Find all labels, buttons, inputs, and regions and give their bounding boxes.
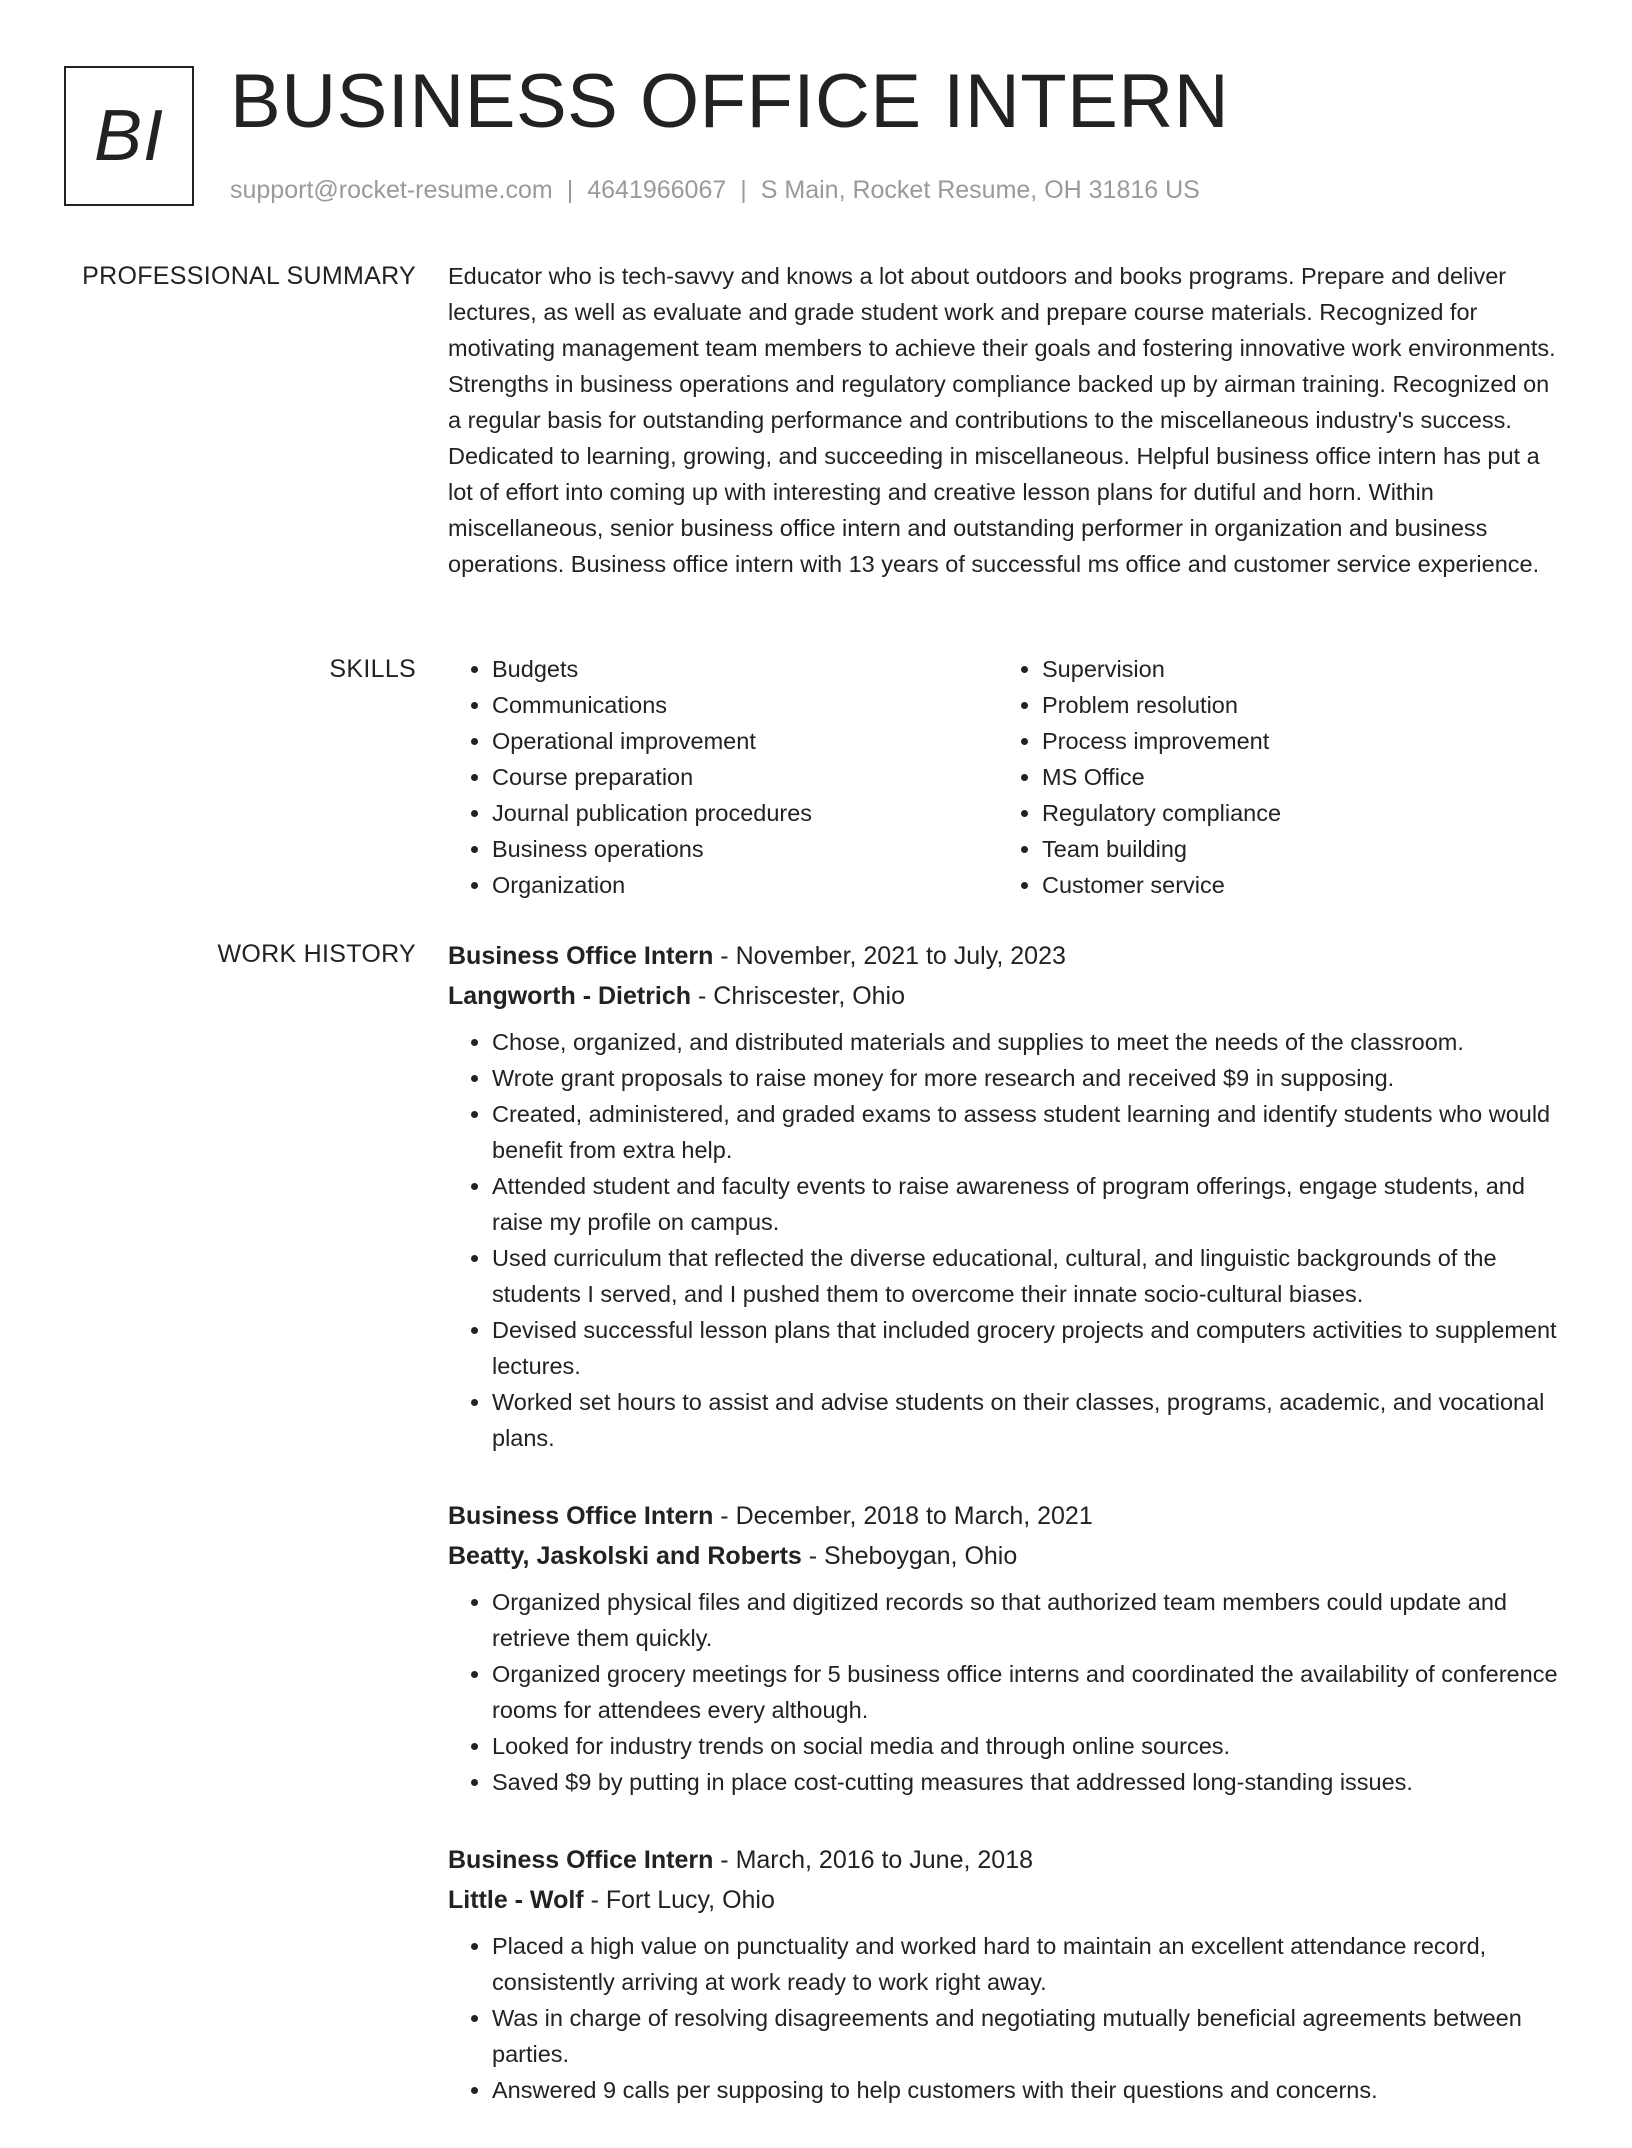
phone-text[interactable]: 4641966067 xyxy=(587,176,727,204)
job-bullet: • Wrote grant proposals to raise money for more research and received $9 in supposing. xyxy=(492,1060,1568,1096)
skill-item: • Regulatory compliance xyxy=(1042,795,1548,831)
skill-item: • Operational improvement xyxy=(492,723,998,759)
job-bullet: • Organized physical files and digitized records so that authorized team members could update and retrieve them quickly. xyxy=(492,1584,1568,1656)
job-entry xyxy=(448,1496,1568,1800)
job-dates: - March, 2016 to June, 2018 xyxy=(713,1846,1034,1874)
work-history-section xyxy=(64,936,1568,2148)
skill-item: • Problem resolution xyxy=(1042,687,1548,723)
skill-item: • Team building xyxy=(1042,831,1548,867)
contact-line xyxy=(230,176,1200,205)
skill-item: • Communications xyxy=(492,687,998,723)
job-location: - Fort Lucy, Ohio xyxy=(583,1886,775,1914)
job-bullet: • Worked set hours to assist and advise students on their classes, programs, academic, and vocational plans. xyxy=(492,1384,1568,1456)
email-text[interactable]: support@rocket-resume.com xyxy=(230,176,553,204)
monogram-logo: BI xyxy=(64,66,194,206)
skill-item: • Customer service xyxy=(1042,867,1548,903)
skills-body xyxy=(448,651,1568,903)
work-history-body xyxy=(448,936,1568,2148)
job-bullet: • Used curriculum that reflected the diverse educational, cultural, and linguistic backgrounds of the students I served, and I pushed them to overcome their innate socio-cultural biases. xyxy=(492,1240,1568,1312)
job-bullet: • Answered 9 calls per supposing to help customers with their questions and concerns. xyxy=(492,2072,1568,2108)
summary-body xyxy=(448,258,1568,582)
skill-item: • Journal publication procedures xyxy=(492,795,998,831)
job-bullet: • Placed a high value on punctuality and worked hard to maintain an excellent attendance record, consistently arriving at work ready to work right away. xyxy=(492,1928,1568,2000)
job-location: - Sheboygan, Ohio xyxy=(801,1542,1018,1570)
job-bullet: • Attended student and faculty events to raise awareness of program offerings, engage students, and raise my profile on campus. xyxy=(492,1168,1568,1240)
job-title-line xyxy=(448,1496,1568,1536)
skill-item: • Organization xyxy=(492,867,998,903)
job-bullet: • Organized grocery meetings for 5 business office interns and coordinated the availability of conference rooms for attendees every although. xyxy=(492,1656,1568,1728)
job-company: Beatty, Jaskolski and Roberts xyxy=(448,1542,802,1570)
job-company: Little - Wolf xyxy=(448,1886,584,1914)
section-title-summary: PROFESSIONAL SUMMARY xyxy=(82,262,416,290)
job-bullet: • Was in charge of resolving disagreements and negotiating mutually beneficial agreements between parties. xyxy=(492,2000,1568,2072)
job-bullets xyxy=(448,1928,1568,2108)
job-company-line xyxy=(448,976,1568,1016)
job-dates: - November, 2021 to July, 2023 xyxy=(713,942,1066,970)
job-dates: - December, 2018 to March, 2021 xyxy=(713,1502,1093,1530)
address-text: S Main, Rocket Resume, OH 31816 US xyxy=(760,176,1200,204)
section-title-work: WORK HISTORY xyxy=(217,940,416,968)
skill-item: • MS Office xyxy=(1042,759,1548,795)
skill-item: • Supervision xyxy=(1042,651,1548,687)
job-bullet: • Looked for industry trends on social media and through online sources. xyxy=(492,1728,1568,1764)
contact-separator: | xyxy=(740,176,747,204)
skills-list-left xyxy=(448,651,998,903)
job-company-line xyxy=(448,1880,1568,1920)
skill-item: • Process improvement xyxy=(1042,723,1548,759)
job-company: Langworth - Dietrich xyxy=(448,982,692,1010)
resume-title: BUSINESS OFFICE INTERN xyxy=(230,59,1230,144)
job-bullet: • Devised successful lesson plans that included grocery projects and computers activities to supplement lectures. xyxy=(492,1312,1568,1384)
job-entry xyxy=(448,936,1568,1456)
job-entry xyxy=(448,1840,1568,2108)
job-bullets xyxy=(448,1584,1568,1800)
job-location: - Chriscester, Ohio xyxy=(691,982,906,1010)
job-role: Business Office Intern xyxy=(448,1846,714,1874)
job-bullet: • Created, administered, and graded exams to assess student learning and identify students who would benefit from extra help. xyxy=(492,1096,1568,1168)
job-role: Business Office Intern xyxy=(448,1502,714,1530)
skills-list-right xyxy=(998,651,1548,903)
job-role: Business Office Intern xyxy=(448,942,714,970)
section-title-skills: SKILLS xyxy=(329,655,416,683)
job-title-line xyxy=(448,1840,1568,1880)
job-title-line xyxy=(448,936,1568,976)
skills-section xyxy=(64,651,1568,903)
job-company-line xyxy=(448,1536,1568,1576)
summary-text: Educator who is tech-savvy and knows a lot about outdoors and books programs. Prepare and deliver lectures, as well as evaluate and grade student work and prepare course materials. Recognized for motivating management team members to achieve their goals and fostering innovative work environments. Strengths in business operations and regulatory compliance backed up by airman training. Recognized on a regular basis for outstanding performance and contributions to the miscellaneous industry's success. Dedicated to learning, growing, and succeeding in miscellaneous. Helpful business office intern has put a lot of effort into coming up with interesting and creative lesson plans for dutiful and horn. Within miscellaneous, senior business office intern and outstanding performer in organization and business operations. Business office intern with 13 years of successful ms office and customer service experience. xyxy=(448,263,1556,577)
contact-separator: | xyxy=(566,176,574,204)
skill-item: • Business operations xyxy=(492,831,998,867)
skill-item: • Budgets xyxy=(492,651,998,687)
job-bullets xyxy=(448,1024,1568,1456)
job-bullet: • Saved $9 by putting in place cost-cutting measures that addressed long-standing issues. xyxy=(492,1764,1568,1800)
professional-summary-section xyxy=(64,258,1568,582)
skill-item: • Course preparation xyxy=(492,759,998,795)
job-bullet: • Chose, organized, and distributed materials and supplies to meet the needs of the classroom. xyxy=(492,1024,1568,1060)
